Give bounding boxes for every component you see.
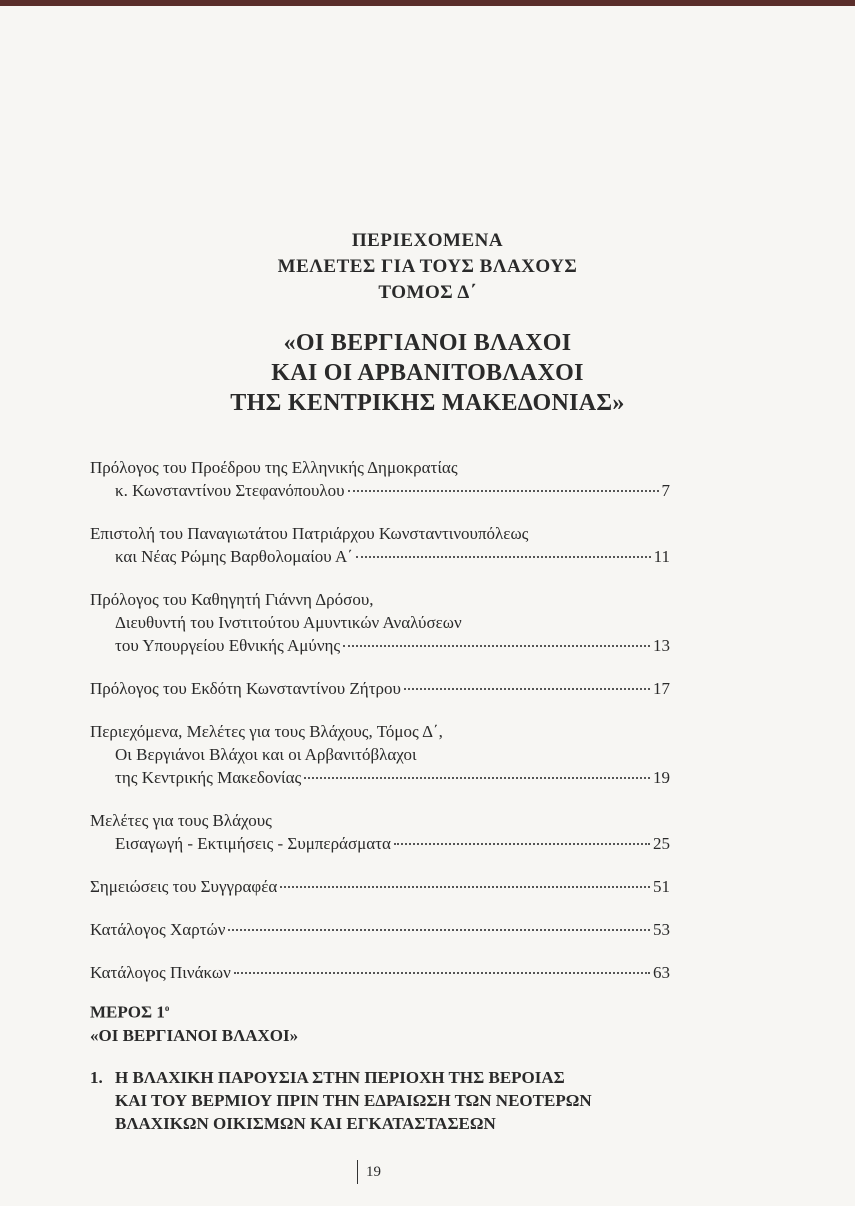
toc-page-number: 19 bbox=[653, 768, 670, 787]
book-title bbox=[0, 328, 855, 418]
chapter-title-line: Η ΒΛΑΧΙΚΗ ΠΑΡΟΥΣΙΑ ΣΤΗΝ ΠΕΡΙΟΧΗ ΤΗΣ ΒΕΡΟΙΑΣ bbox=[115, 1068, 565, 1087]
contents-header bbox=[0, 228, 855, 418]
toc-page-number: 53 bbox=[653, 920, 670, 939]
dot-leader bbox=[228, 929, 650, 931]
toc-entry-line: Πρόλογος του Καθηγητή Γιάννη Δρόσου, bbox=[90, 590, 374, 609]
toc-entry bbox=[90, 875, 670, 898]
table-of-contents bbox=[90, 456, 670, 1004]
toc-entry-text: και Νέας Ρώμης Βαρθολομαίου Α΄ bbox=[115, 547, 353, 566]
toc-entry bbox=[90, 456, 670, 502]
toc-entry-text: της Κεντρικής Μακεδονίας bbox=[115, 768, 302, 787]
toc-entry-text: Κατάλογος Πινάκων bbox=[90, 963, 231, 982]
toc-entry-leader-line bbox=[90, 918, 670, 941]
toc-page-number: 25 bbox=[653, 834, 670, 853]
toc-entry-leader-line bbox=[90, 961, 670, 984]
toc-entry-line: Επιστολή του Παναγιωτάτου Πατριάρχου Κωνσταντινουπόλεως bbox=[90, 524, 529, 543]
toc-entry-leader-line bbox=[90, 832, 670, 855]
toc-entry bbox=[90, 522, 670, 568]
dot-leader bbox=[348, 490, 659, 492]
toc-entry bbox=[90, 918, 670, 941]
dot-leader bbox=[234, 972, 650, 974]
book-title-line: ΤΗΣ ΚΕΝΤΡΙΚΗΣ ΜΑΚΕΔΟΝΙΑΣ» bbox=[230, 390, 625, 416]
dot-leader bbox=[304, 777, 650, 779]
book-title-line: «ΟΙ ΒΕΡΓΙΑΝΟΙ ΒΛΑΧΟΙ bbox=[283, 330, 572, 356]
dot-leader bbox=[356, 556, 651, 558]
toc-entry-line: Διευθυντή του Ινστιτούτου Αμυντικών Αναλύσεων bbox=[115, 613, 462, 632]
toc-entry-leader-line bbox=[90, 634, 670, 657]
toc-entry-text: Εισαγωγή - Εκτιμήσεις - Συμπεράσματα bbox=[115, 834, 391, 853]
chapter-title-line: ΚΑΙ ΤΟΥ ΒΕΡΜΙΟΥ ΠΡΙΝ ΤΗΝ ΕΔΡΑΙΩΣΗ ΤΩΝ ΝΕΟΤΕΡΩΝ bbox=[115, 1091, 592, 1110]
part-label bbox=[90, 997, 298, 1024]
toc-page-number: 63 bbox=[653, 963, 670, 982]
toc-entry-line: Περιεχόμενα, Μελέτες για τους Βλάχους, Τόμος Δ΄, bbox=[90, 722, 443, 741]
part-ordinal-sup: ο bbox=[164, 1003, 170, 1013]
toc-entry-text: του Υπουργείου Εθνικής Αμύνης bbox=[115, 636, 341, 655]
dot-leader bbox=[404, 688, 650, 690]
page-number-footer: 19 bbox=[357, 1160, 381, 1184]
toc-entry-leader-line bbox=[90, 766, 670, 789]
dot-leader bbox=[394, 843, 650, 845]
chapter-heading bbox=[90, 1066, 690, 1135]
toc-entry bbox=[90, 588, 670, 657]
toc-entry-leader-line bbox=[90, 545, 670, 568]
chapter-title bbox=[115, 1066, 592, 1135]
series-title: ΜΕΛΕΤΕΣ ΓΙΑ ΤΟΥΣ ΒΛΑΧΟΥΣ bbox=[277, 256, 578, 277]
contents-heading: ΠΕΡΙΕΧΟΜΕΝΑ bbox=[351, 230, 504, 251]
toc-entry-line: Οι Βεργιάνοι Βλάχοι και οι Αρβανιτόβλαχοι bbox=[115, 745, 417, 764]
toc-entry-text: Κατάλογος Χαρτών bbox=[90, 920, 226, 939]
part-label-text: ΜΕΡΟΣ 1 bbox=[90, 1002, 165, 1022]
book-title-line: ΚΑΙ ΟΙ ΑΡΒΑΝΙΤΟΒΛΑΧΟΙ bbox=[271, 360, 584, 386]
toc-page-number: 51 bbox=[653, 877, 670, 896]
top-edge-band bbox=[0, 0, 855, 6]
toc-entry-leader-line bbox=[90, 875, 670, 898]
toc-page-number: 11 bbox=[653, 547, 670, 566]
toc-entry-line: Μελέτες για τους Βλάχους bbox=[90, 811, 272, 830]
chapter-title-line: ΒΛΑΧΙΚΩΝ ΟΙΚΙΣΜΩΝ ΚΑΙ ΕΓΚΑΤΑΣΤΑΣΕΩΝ bbox=[115, 1114, 496, 1133]
toc-page-number: 13 bbox=[653, 636, 670, 655]
toc-entry-text: κ. Κωνσταντίνου Στεφανόπουλου bbox=[115, 481, 345, 500]
toc-entry-text: Πρόλογος του Εκδότη Κωνσταντίνου Ζήτρου bbox=[90, 679, 401, 698]
toc-entry bbox=[90, 961, 670, 984]
toc-entry-line: Πρόλογος του Προέδρου της Ελληνικής Δημοκρατίας bbox=[90, 458, 458, 477]
toc-entry bbox=[90, 809, 670, 855]
dot-leader bbox=[343, 645, 650, 647]
toc-entry-text: Σημειώσεις του Συγγραφέα bbox=[90, 877, 278, 896]
part-title: «ΟΙ ΒΕΡΓΙΑΝΟΙ ΒΛΑΧΟΙ» bbox=[90, 1025, 299, 1045]
toc-entry bbox=[90, 677, 670, 700]
toc-page-number: 7 bbox=[661, 481, 670, 500]
part-heading bbox=[90, 997, 298, 1047]
toc-entry-leader-line bbox=[90, 677, 670, 700]
toc-page-number: 17 bbox=[653, 679, 670, 698]
toc-entry bbox=[90, 720, 670, 789]
volume-label: ΤΟΜΟΣ Δ΄ bbox=[378, 282, 477, 303]
dot-leader bbox=[280, 886, 650, 888]
chapter-number: 1. bbox=[90, 1068, 103, 1087]
toc-entry-leader-line bbox=[90, 479, 670, 502]
